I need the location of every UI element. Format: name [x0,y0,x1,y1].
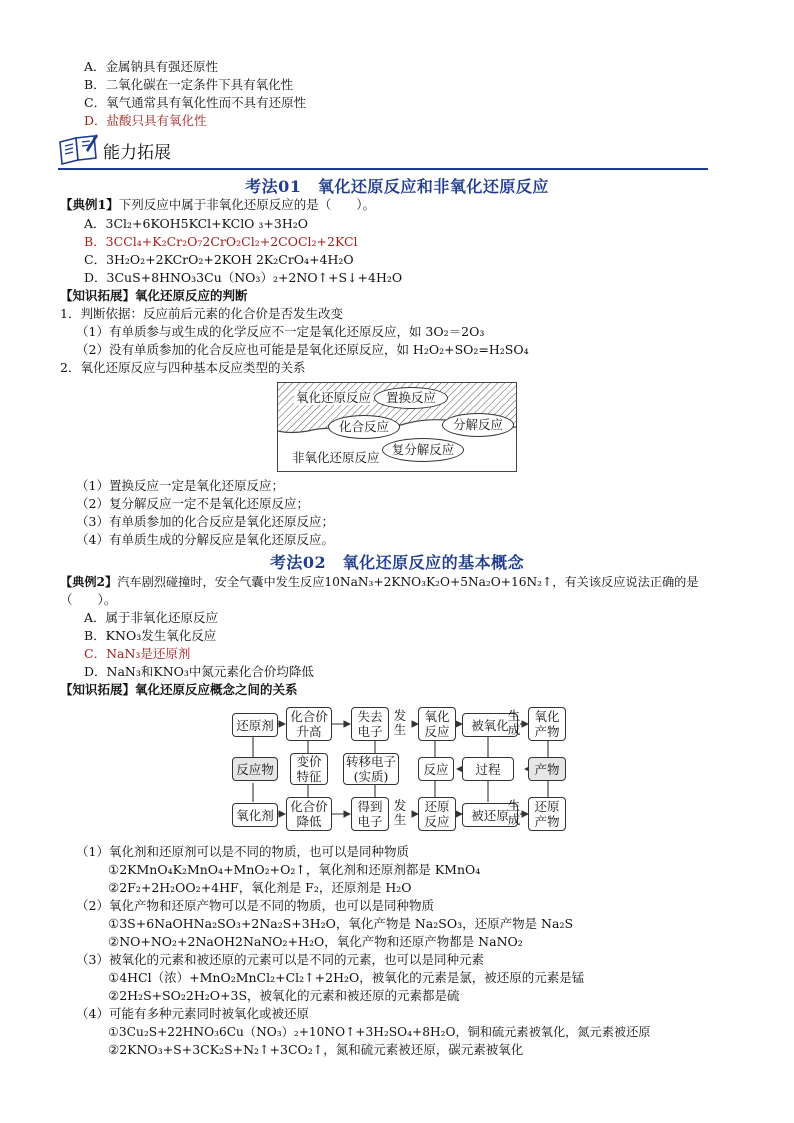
banner-title: 能力拓展 [103,143,171,163]
example2-question: 汽车剧烈碰撞时，安全气囊中发生反应10NaN₃+2KNO₃K₂O+5Na₂O+16N₂↑，有关该反应说法正确的是 [117,575,699,589]
node-reduced: 被还原 [462,803,518,827]
venn-non-redox: 非氧化还原反应 [292,450,380,465]
node-reductant: 还原剂 [232,713,278,737]
node-product: 产物 [528,757,566,781]
venn-redox: 氧化还原反应 [296,390,372,405]
note-3a: ①4HCl（浓）+MnO₂MnCl₂+Cl₂↑+2H₂O，被氧化的元素是氯，被还原的元素是锰 [108,970,585,985]
note-3b: ②2H₂S+SO₂2H₂O+3S，被氧化的元素和被还原的元素都是硫 [108,988,460,1003]
node-reactant: 反应物 [232,757,278,781]
knowledge2-heading [60,681,298,699]
option-b: B．二氧化碳在一定条件下具有氧化性 [84,77,294,92]
option-d: D．盐酸只具有氧化性 [84,113,207,128]
node-gain-electrons: 得到电子 [351,797,389,831]
example1 [60,196,375,214]
example2-opt-c: C．NaN₃是还原剂 [84,646,191,661]
example1-question: 下列反应中属于非氧化还原反应的是（ ）。 [118,197,375,212]
note-2b: ②NO+NO₂+2NaOH2NaNO₂+H₂O，氧化产物和还原产物都是 NaNO₂ [108,934,523,949]
example2-opt-b: B．KNO₃发生氧化反应 [84,628,217,643]
venn-displacement: 置换反应 [374,387,448,409]
note-3: （3）被氧化的元素和被还原的元素可以是不同的元素，也可以是同种元素 [76,952,484,967]
note-1a: ①2KMnO₄K₂MnO₄+MnO₂+O₂↑，氧化剂和还原剂都是 KMnO₄ [108,862,481,877]
section2-title: 考法02 氧化还原反应的基本概念 [269,553,525,572]
example2-opt-a: A．属于非氧化还原反应 [84,610,219,625]
node-oxidant: 氧化剂 [232,803,278,827]
option-c: C．氧气通常具有氧化性而不具有还原性 [84,95,307,110]
node-reduction-reaction: 还原反应 [418,797,456,831]
example1-opt-d: D．3CuS+8HNO₃3Cu（NO₃）₂+2NO↑+S↓+4H₂O [84,270,403,285]
node-valence-up: 化合价升高 [286,707,332,741]
example1-opt-a: A．3Cl₂+6KOH5KCl+KClO ₃+3H₂O [84,216,309,231]
label-generate-1: 生成 [507,708,521,737]
note-2: （2）氧化产物和还原产物可以是不同的物质，也可以是同种物质 [76,898,434,913]
note-1: （1）氧化剂和还原剂可以是不同的物质，也可以是同种物质 [76,844,409,859]
example2 [60,573,699,591]
venn-double-decomposition: 复分解反应 [382,438,464,462]
knowledge1-heading [60,287,248,305]
node-reduction-product: 还原产物 [528,797,566,831]
example2-opt-d: D．NaN₃和KNO₃中氮元素化合价均降低 [84,664,314,679]
node-process: 过程 [462,757,514,781]
knowledge2-tag: 【知识拓展】 [60,682,136,697]
note-4b: ②2KNO₃+S+3CK₂S+N₂↑+3CO₂↑，氮和硫元素被还原，碳元素被氧化 [108,1042,524,1057]
conclusion-4: （4）有单质生成的分解反应是氧化还原反应。 [76,532,334,547]
point1-2: （2）没有单质参加的化合反应也可能是是氧化还原反应，如 H₂O₂+SO₂=H₂SO₄ [76,342,529,357]
example2-tag: 【典例2】 [60,575,118,589]
example1-opt-b: B．3CCl₄+K₂Cr₂O₇2CrO₂Cl₂+2COCl₂+2KCl [84,234,358,249]
label-occur-1: 发生 [393,708,407,737]
node-transfer-electrons: 转移电子(实质) [343,753,399,785]
venn-decomposition: 分解反应 [442,413,514,437]
point1: 1．判断依据：反应前后元素的化合价是否发生改变 [60,306,343,321]
label-occur-2: 发生 [393,798,407,827]
conclusion-3: （3）有单质参加的化合反应是氧化还原反应； [76,514,334,529]
note-2a: ①3S+6NaOHNa₂SO₃+2Na₂S+3H₂O，氧化产物是 Na₂SO₃，还原产物是 Na₂S [108,916,574,931]
reaction-types-diagram [277,382,517,472]
node-lose-electrons: 失去电子 [351,707,389,741]
label-generate-2: 生成 [507,798,521,827]
note-1b: ②2F₂+2H₂OO₂+4HF，氧化剂是 F₂，还原剂是 H₂O [108,880,412,895]
venn-combination: 化合反应 [328,415,400,439]
option-a: A．金属钠具有强还原性 [84,59,219,74]
knowledge1-tag: 【知识拓展】 [60,288,136,303]
node-oxidation-product: 氧化产物 [528,707,566,741]
node-valence-down: 化合价降低 [286,797,332,831]
node-oxidized: 被氧化 [462,713,518,737]
node-change-feature: 变价特征 [290,753,328,785]
conclusion-2: （2）复分解反应一定不是氧化还原反应； [76,496,309,511]
conclusion-1: （1）置换反应一定是氧化还原反应； [76,478,284,493]
section1-title: 考法01 氧化还原反应和非氧化还原反应 [245,177,549,196]
note-4a: ①3Cu₂S+22HNO₃6Cu（NO₃）₂+10NO↑+3H₂SO₄+8H₂O，铜和硫元素被氧化，氮元素被还原 [108,1025,651,1039]
banner-divider [58,168,708,170]
book-icon [56,132,100,168]
node-oxidation-reaction: 氧化反应 [418,707,456,741]
point2: 2．氧化还原反应与四种基本反应类型的关系 [60,360,306,375]
point1-1: （1）有单质参与或生成的化学反应不一定是氧化还原反应，如 3O₂＝2O₃ [76,324,485,339]
example2-blank: （ ）。 [60,592,117,607]
node-reaction: 反应 [418,757,454,781]
knowledge1-title: 氧化还原反应的判断 [135,288,248,303]
knowledge2-title: 氧化还原反应概念之间的关系 [135,682,298,697]
example1-opt-c: C．3H₂O₂+2KCrO₂+2KOH 2K₂CrO₄+4H₂O [84,252,354,267]
example1-tag: 【典例1】 [60,197,119,212]
note-4: （4）可能有多种元素同时被氧化或被还原 [76,1006,309,1021]
